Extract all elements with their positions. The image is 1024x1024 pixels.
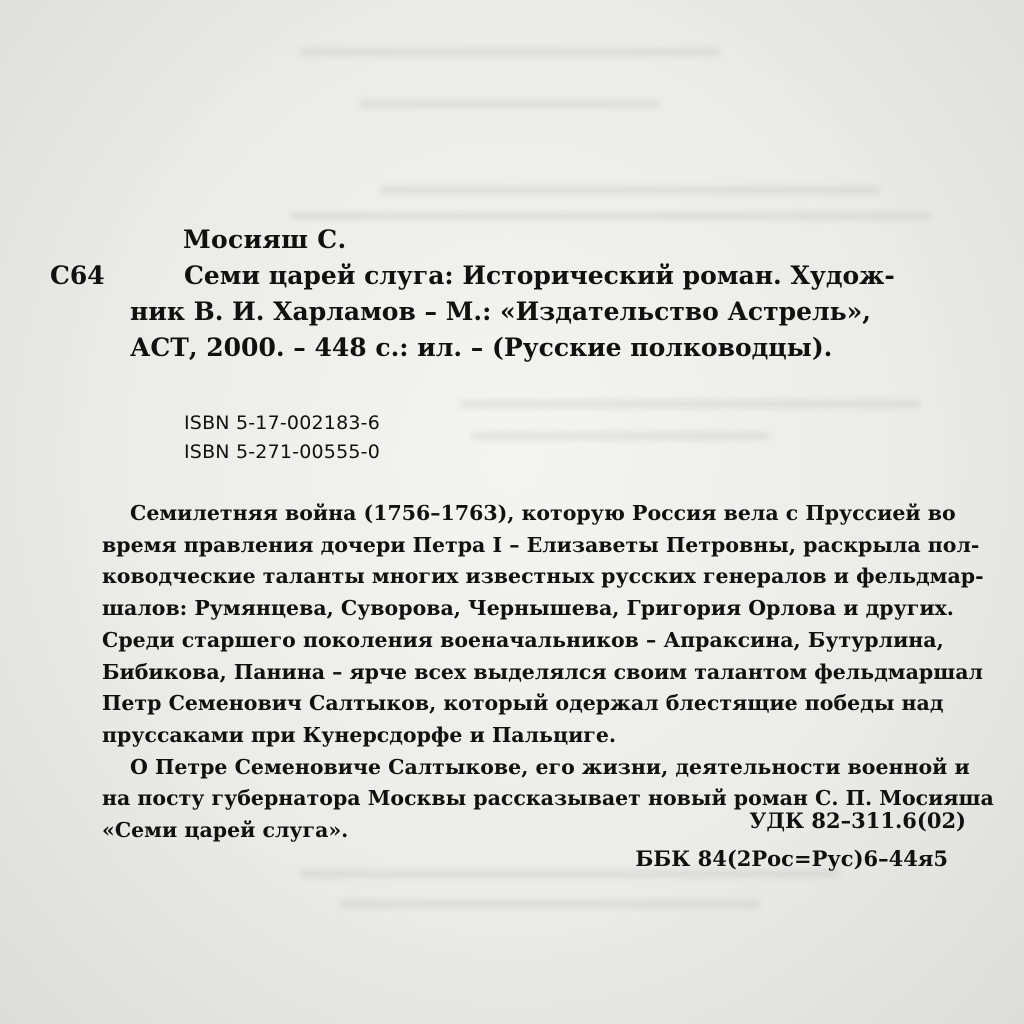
bbk-index: ББК 84(2Рос=Рус)6–44я5 — [635, 846, 948, 871]
annotation-line: Среди старшего поколения военачальников – Апраксина, Бутурлина, — [102, 627, 944, 652]
show-through-mark — [300, 870, 840, 878]
isbn-number: ISBN 5-17-002183-6 — [184, 412, 381, 434]
udk-index: УДК 82–311.6(02) — [749, 808, 966, 833]
show-through-mark — [380, 186, 880, 194]
author-name: Мосияш С. — [183, 225, 347, 254]
annotation-line: «Семи царей слуга». — [102, 818, 349, 843]
show-through-mark — [460, 400, 920, 408]
show-through-mark — [360, 100, 660, 108]
description-line: ник В. И. Харламов – М.: «Издательство Астрель», — [130, 297, 871, 326]
annotation-line: пруссаками при Кунерсдорфе и Пальциге. — [102, 722, 617, 747]
annotation-line: О Петре Семеновиче Салтыкове, его жизни, деятельности военной и — [130, 754, 970, 779]
annotation-line: Семилетняя война (1756–1763), которую Россия вела с Пруссией во — [130, 501, 956, 525]
annotation-line: время правления дочери Петра I – Елизаветы Петровны, раскрыла пол- — [102, 532, 980, 557]
catalog-code: С64 — [50, 261, 105, 290]
show-through-mark — [290, 212, 930, 220]
description-line: Семи царей слуга: Исторический роман. Худож- — [184, 261, 895, 290]
isbn-number: ISBN 5-271-00555-0 — [184, 441, 381, 463]
show-through-mark — [470, 432, 770, 440]
description-line: АСТ, 2000. – 448 с.: ил. – (Русские полководцы). — [130, 333, 833, 362]
annotation-text — [102, 498, 994, 847]
annotation-line: на посту губернатора Москвы рассказывает новый роман С. П. Мосияша — [102, 786, 994, 811]
annotation-line: Бибикова, Панина – ярче всех выделялся своим талантом фельдмаршал — [102, 659, 983, 684]
annotation-line: ководческие таланты многих известных русских генералов и фельдмар- — [102, 564, 984, 589]
show-through-mark — [340, 900, 760, 908]
annotation-line: Петр Семенович Салтыков, который одержал блестящие победы над — [102, 691, 944, 716]
annotation-line: шалов: Румянцева, Суворова, Чернышева, Григория Орлова и других. — [102, 596, 954, 621]
bibliographic-description — [130, 258, 980, 366]
show-through-mark — [300, 48, 720, 56]
